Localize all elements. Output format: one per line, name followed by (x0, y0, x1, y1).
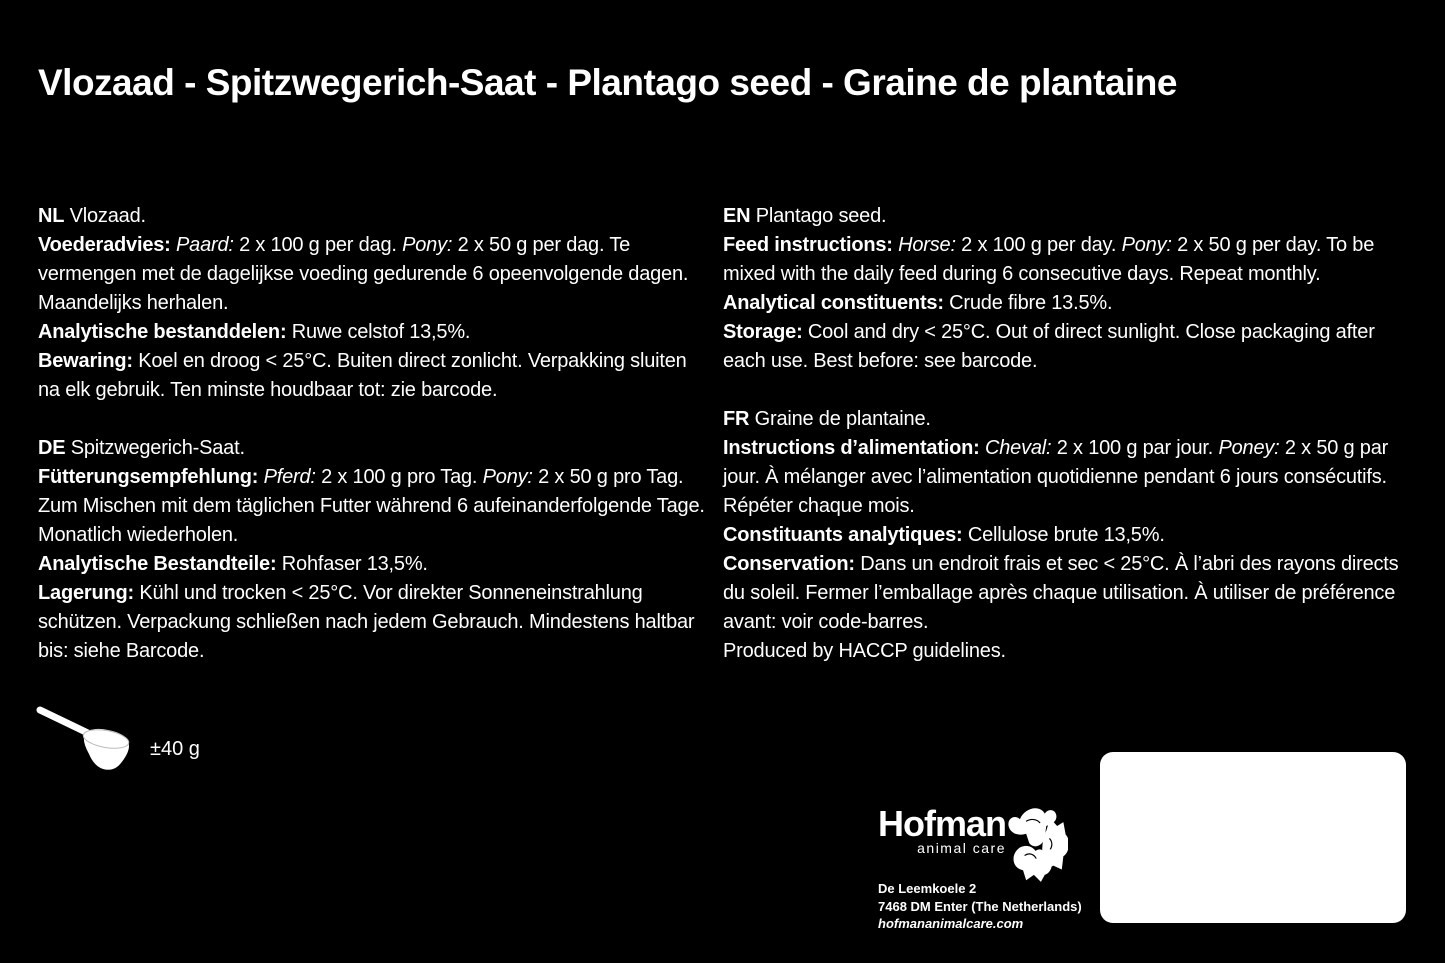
section-en (723, 202, 1411, 376)
address-line-2: 7468 DM Enter (The Netherlands) (878, 898, 1082, 914)
website: hofmananimalcare.com (878, 916, 1024, 931)
feed-line (723, 434, 1411, 521)
hofman-logo (878, 803, 1006, 856)
language-code: DE (38, 437, 66, 459)
analytical-line (723, 521, 1411, 550)
analytical-value: Ruwe celstof 13,5%. (286, 321, 471, 343)
feed-dose-1: 2 x 100 g per day. (955, 234, 1122, 256)
feed-label: Fütterungsempfehlung: (38, 466, 259, 488)
feed-dose-1: 2 x 100 g pro Tag. (315, 466, 483, 488)
storage-value: Dans un endroit frais et sec < 25°C. À l’abri des rayons directs du soleil. Fermer l’emballage après chaque utilisation. À utiliser de préférence avant: voir code-barres. (723, 553, 1399, 633)
feed-animal-2: Poney: (1218, 437, 1280, 459)
product-name: Plantago seed. (750, 205, 887, 227)
analytical-line (38, 550, 706, 579)
barcode-placeholder (1100, 752, 1406, 923)
feed-dose-1: 2 x 100 g par jour. (1051, 437, 1219, 459)
feed-label: Feed instructions: (723, 234, 893, 256)
language-code: FR (723, 408, 750, 430)
right-column (723, 202, 1411, 666)
storage-value: Koel en droog < 25°C. Buiten direct zonlicht. Verpakking sluiten na elk gebruik. Ten minste houdbaar tot: zie barcode. (38, 350, 687, 401)
language-code: NL (38, 205, 65, 227)
product-line (38, 434, 706, 463)
storage-value: Cool and dry < 25°C. Out of direct sunlight. Close packaging after each use. Best before: see barcode. (723, 321, 1375, 372)
scoop-weight-label: ±40 g (150, 737, 200, 760)
scoop-dose (36, 703, 200, 777)
storage-label: Conservation: (723, 553, 855, 575)
analytical-line (38, 318, 706, 347)
feed-dose-2: 2 x 50 g pro Tag. Zum Mischen mit dem täglichen Futter während 6 aufeinanderfolgende Tage. Monatlich wiederholen. (38, 466, 705, 546)
analytical-value: Rohfaser 13,5%. (276, 553, 428, 575)
feed-dose-1: 2 x 100 g per dag. (233, 234, 403, 256)
storage-line (38, 579, 706, 666)
analytical-line (723, 289, 1411, 318)
address-line-1: De Leemkoele 2 (878, 881, 977, 896)
feed-animal-2: Pony: (482, 466, 533, 488)
storage-line (723, 318, 1411, 376)
analytical-value: Cellulose brute 13,5%. (962, 524, 1165, 546)
feed-line (38, 231, 706, 318)
feed-animal-2: Pony: (402, 234, 453, 256)
storage-label: Storage: (723, 321, 803, 343)
language-code: EN (723, 205, 751, 227)
feed-animal-1: Cheval: (979, 437, 1052, 459)
feed-label: Instructions d’alimentation: (723, 437, 980, 459)
feed-animal-2: Pony: (1121, 234, 1172, 256)
section-fr (723, 405, 1411, 637)
product-name: Spitzwegerich-Saat. (65, 437, 245, 459)
analytical-label: Analytische Bestandteile: (38, 553, 277, 575)
analytical-value: Crude fibre 13.5%. (943, 292, 1113, 314)
left-column (38, 202, 706, 666)
section-nl (38, 202, 706, 405)
analytical-label: Analytische bestanddelen: (38, 321, 287, 343)
section-de (38, 434, 706, 666)
analytical-label: Analytical constituents: (723, 292, 944, 314)
product-line (38, 202, 706, 231)
feed-dose-2: 2 x 50 g par jour. À mélanger avec l’alimentation quotidienne pendant 6 jours consécutifs. Répéter chaque mois. (723, 437, 1389, 517)
feed-animal-1: Paard: (170, 234, 234, 256)
product-line (723, 202, 1411, 231)
product-line (723, 405, 1411, 434)
storage-label: Lagerung: (38, 582, 134, 604)
feed-dose-2: 2 x 50 g per dag. Te vermengen met de dagelijkse voeding gedurende 6 opeenvolgende dagen. Maandelijks herhalen. (38, 234, 689, 314)
brand-tagline: animal care (917, 840, 1006, 856)
feed-animal-1: Pferd: (258, 466, 316, 488)
product-name: Vlozaad. (64, 205, 146, 227)
storage-line (723, 550, 1411, 637)
brand-name: Hofman (878, 803, 1006, 844)
product-name: Graine de plantaine. (749, 408, 931, 430)
produced-by-line: Produced by HACCP guidelines. (723, 640, 1006, 662)
address-block (878, 880, 1082, 933)
storage-line (38, 347, 706, 405)
feed-dose-2: 2 x 50 g per day. To be mixed with the daily feed during 6 consecutive days. Repeat monthly. (723, 234, 1375, 285)
storage-label: Bewaring: (38, 350, 133, 372)
feed-line (38, 463, 706, 550)
animal-heads-icon (1006, 798, 1068, 882)
analytical-label: Constituants analytiques: (723, 524, 963, 546)
feed-line (723, 231, 1411, 289)
page-title: Vlozaad - Spitzwegerich-Saat - Plantago seed - Graine de plantaine (38, 62, 1177, 103)
feed-label: Voederadvies: (38, 234, 171, 256)
measuring-scoop-icon (36, 703, 140, 777)
storage-value: Kühl und trocken < 25°C. Vor direkter Sonneneinstrahlung schützen. Verpackung schließen nach jedem Gebrauch. Mindestens haltbar bis: siehe Barcode. (38, 582, 695, 662)
feed-animal-1: Horse: (892, 234, 956, 256)
